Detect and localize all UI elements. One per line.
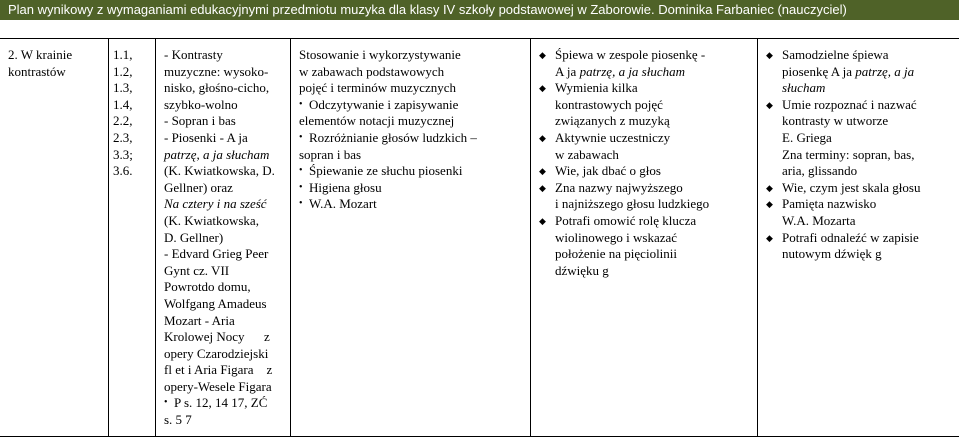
materials-cell	[155, 39, 290, 436]
extended-line: E. Griega	[782, 129, 832, 145]
diamond-bullet-icon: ◆	[539, 215, 546, 226]
diamond-bullet-icon: ◆	[539, 166, 546, 177]
extended-item: ◆ Potrafi odnaleźć w zapisie	[766, 229, 919, 245]
goal-line: • Śpiewanie ze słuchu piosenki	[299, 163, 530, 180]
goals-cell	[290, 39, 530, 436]
goal-line: • W.A. Mozart	[299, 196, 530, 213]
extended-line: piosenkę A ja patrzę, a ja	[782, 63, 915, 79]
page-title: Plan wynikowy z wymaganiami edukacyjnymi przedmiotu muzyka dla klasy IV szkoły podstawowej w Zaborowie. Dominika Farbaniec (nauczyciel)	[8, 2, 847, 17]
material-line: Powrotdo domu,	[164, 279, 251, 295]
goal-line: pojęć i terminów muzycznych	[299, 80, 457, 96]
diamond-bullet-icon: ◆	[539, 182, 546, 193]
extended-line: kontrasty w utworze	[782, 113, 889, 129]
material-line: - Kontrasty	[164, 47, 223, 62]
topic-cell	[0, 39, 108, 436]
basic-line: położenie na pięciolinii	[555, 246, 678, 262]
ref-item: 1.1,	[113, 47, 133, 62]
diamond-bullet-icon: ◆	[766, 50, 773, 60]
curriculum-table	[0, 38, 959, 437]
material-line: Mozart - Aria	[164, 312, 235, 328]
basic-item: ◆ Potrafi omowić rolę klucza	[539, 212, 697, 228]
extended-line: aria, glissando	[782, 163, 858, 179]
material-line: opery Czarodziejski	[164, 345, 269, 361]
material-line: • P s. 12, 14 17, ZĆ	[164, 395, 290, 412]
material-line: patrzę, a ja słucham	[164, 146, 270, 162]
page-header	[0, 0, 959, 20]
basic-item: ◆ Śpiewa w zespole piosenkę -	[539, 47, 706, 62]
ref-item: 2.2,	[113, 113, 133, 129]
topic-line: 2. W krainie	[8, 47, 73, 62]
basic-line: i najniższego głosu ludzkiego	[555, 196, 710, 212]
ref-item: 2.3,	[113, 129, 133, 145]
basic-line: wiolinowego i wskazać	[555, 229, 678, 245]
extended-item: ◆ Pamięta nazwisko	[766, 196, 877, 212]
material-line: - Piosenki - A ja	[164, 129, 248, 145]
goal-line: w zabawach podstawowych	[299, 63, 445, 79]
basic-line: kontrastowych pojęć	[555, 96, 663, 112]
material-line: D. Gellner)	[164, 229, 224, 245]
material-line: muzyczne: wysoko-	[164, 63, 269, 79]
goal-line: • Odczytywanie i zapisywanie	[299, 97, 530, 114]
material-line: Gynt cz. VII	[164, 262, 230, 278]
material-line: fl et i Aria Figara z	[164, 362, 273, 378]
diamond-bullet-icon: ◆	[539, 50, 546, 60]
basic-line: dźwięku g	[555, 262, 609, 278]
goal-line: • Rozróżnianie głosów ludzkich –	[299, 130, 530, 147]
goal-line: sopran i bas	[299, 146, 362, 162]
material-line: (K. Kwiatkowska,	[164, 212, 259, 228]
diamond-bullet-icon: ◆	[539, 83, 546, 94]
ref-item: 1.2,	[113, 63, 133, 79]
basic-item: ◆ Zna nazwy najwyższego	[539, 179, 683, 195]
topic-line: kontrastów	[8, 63, 66, 79]
material-line: nisko, głośno-cicho,	[164, 80, 270, 96]
material-line: szybko-wolno	[164, 96, 238, 112]
extended-item: ◆ Samodzielne śpiewa	[766, 47, 889, 62]
material-line: Krolowej Nocy z	[164, 329, 270, 345]
extended-line: nutowym dźwięk g	[782, 246, 882, 262]
basic-line: A ja patrzę, a ja słucham	[555, 63, 686, 79]
goal-line: elementów notacji muzycznej	[299, 113, 455, 129]
goal-line: • Higiena głosu	[299, 180, 530, 197]
material-line: Na cztery i na sześć	[164, 196, 267, 212]
material-line: - Edvard Grieg Peer	[164, 246, 269, 262]
extended-requirements-cell	[757, 39, 959, 436]
material-line: Gellner) oraz	[164, 179, 233, 195]
diamond-bullet-icon: ◆	[766, 99, 773, 110]
basic-item: ◆ Wie, jak dbać o głos	[539, 163, 661, 179]
ref-item: 1.3,	[113, 80, 133, 96]
diamond-bullet-icon: ◆	[766, 232, 773, 243]
goal-line: Stosowanie i wykorzystywanie	[299, 47, 461, 62]
material-line: (K. Kwiatkowska, D.	[164, 163, 275, 179]
ref-item: 1.4,	[113, 96, 133, 112]
basic-line: związanych z muzyką	[555, 113, 670, 129]
diamond-bullet-icon: ◆	[766, 182, 773, 193]
diamond-bullet-icon: ◆	[539, 132, 546, 143]
material-line: - Sopran i bas	[164, 113, 236, 129]
ref-item: 3.3;	[113, 146, 133, 162]
extended-line: słucham	[782, 80, 826, 96]
basic-item: ◆ Wymienia kilka	[539, 80, 638, 96]
basic-line: w zabawach	[555, 146, 619, 162]
extended-line: W.A. Mozarta	[782, 212, 856, 228]
basic-item: ◆ Aktywnie uczestniczy	[539, 129, 671, 145]
extended-item: ◆ Umie rozpoznać i nazwać	[766, 96, 917, 112]
ref-item: 3.6.	[113, 163, 133, 179]
extended-line: Zna terminy: sopran, bas,	[782, 146, 915, 162]
extended-item: ◆ Wie, czym jest skala głosu	[766, 179, 921, 195]
refs-cell	[108, 39, 155, 436]
basic-requirements-cell	[530, 39, 757, 436]
diamond-bullet-icon: ◆	[766, 199, 773, 210]
material-line: Wolfgang Amadeus	[164, 295, 267, 311]
material-line: opery-Wesele Figara	[164, 378, 272, 394]
material-line: s. 5 7	[164, 412, 192, 428]
